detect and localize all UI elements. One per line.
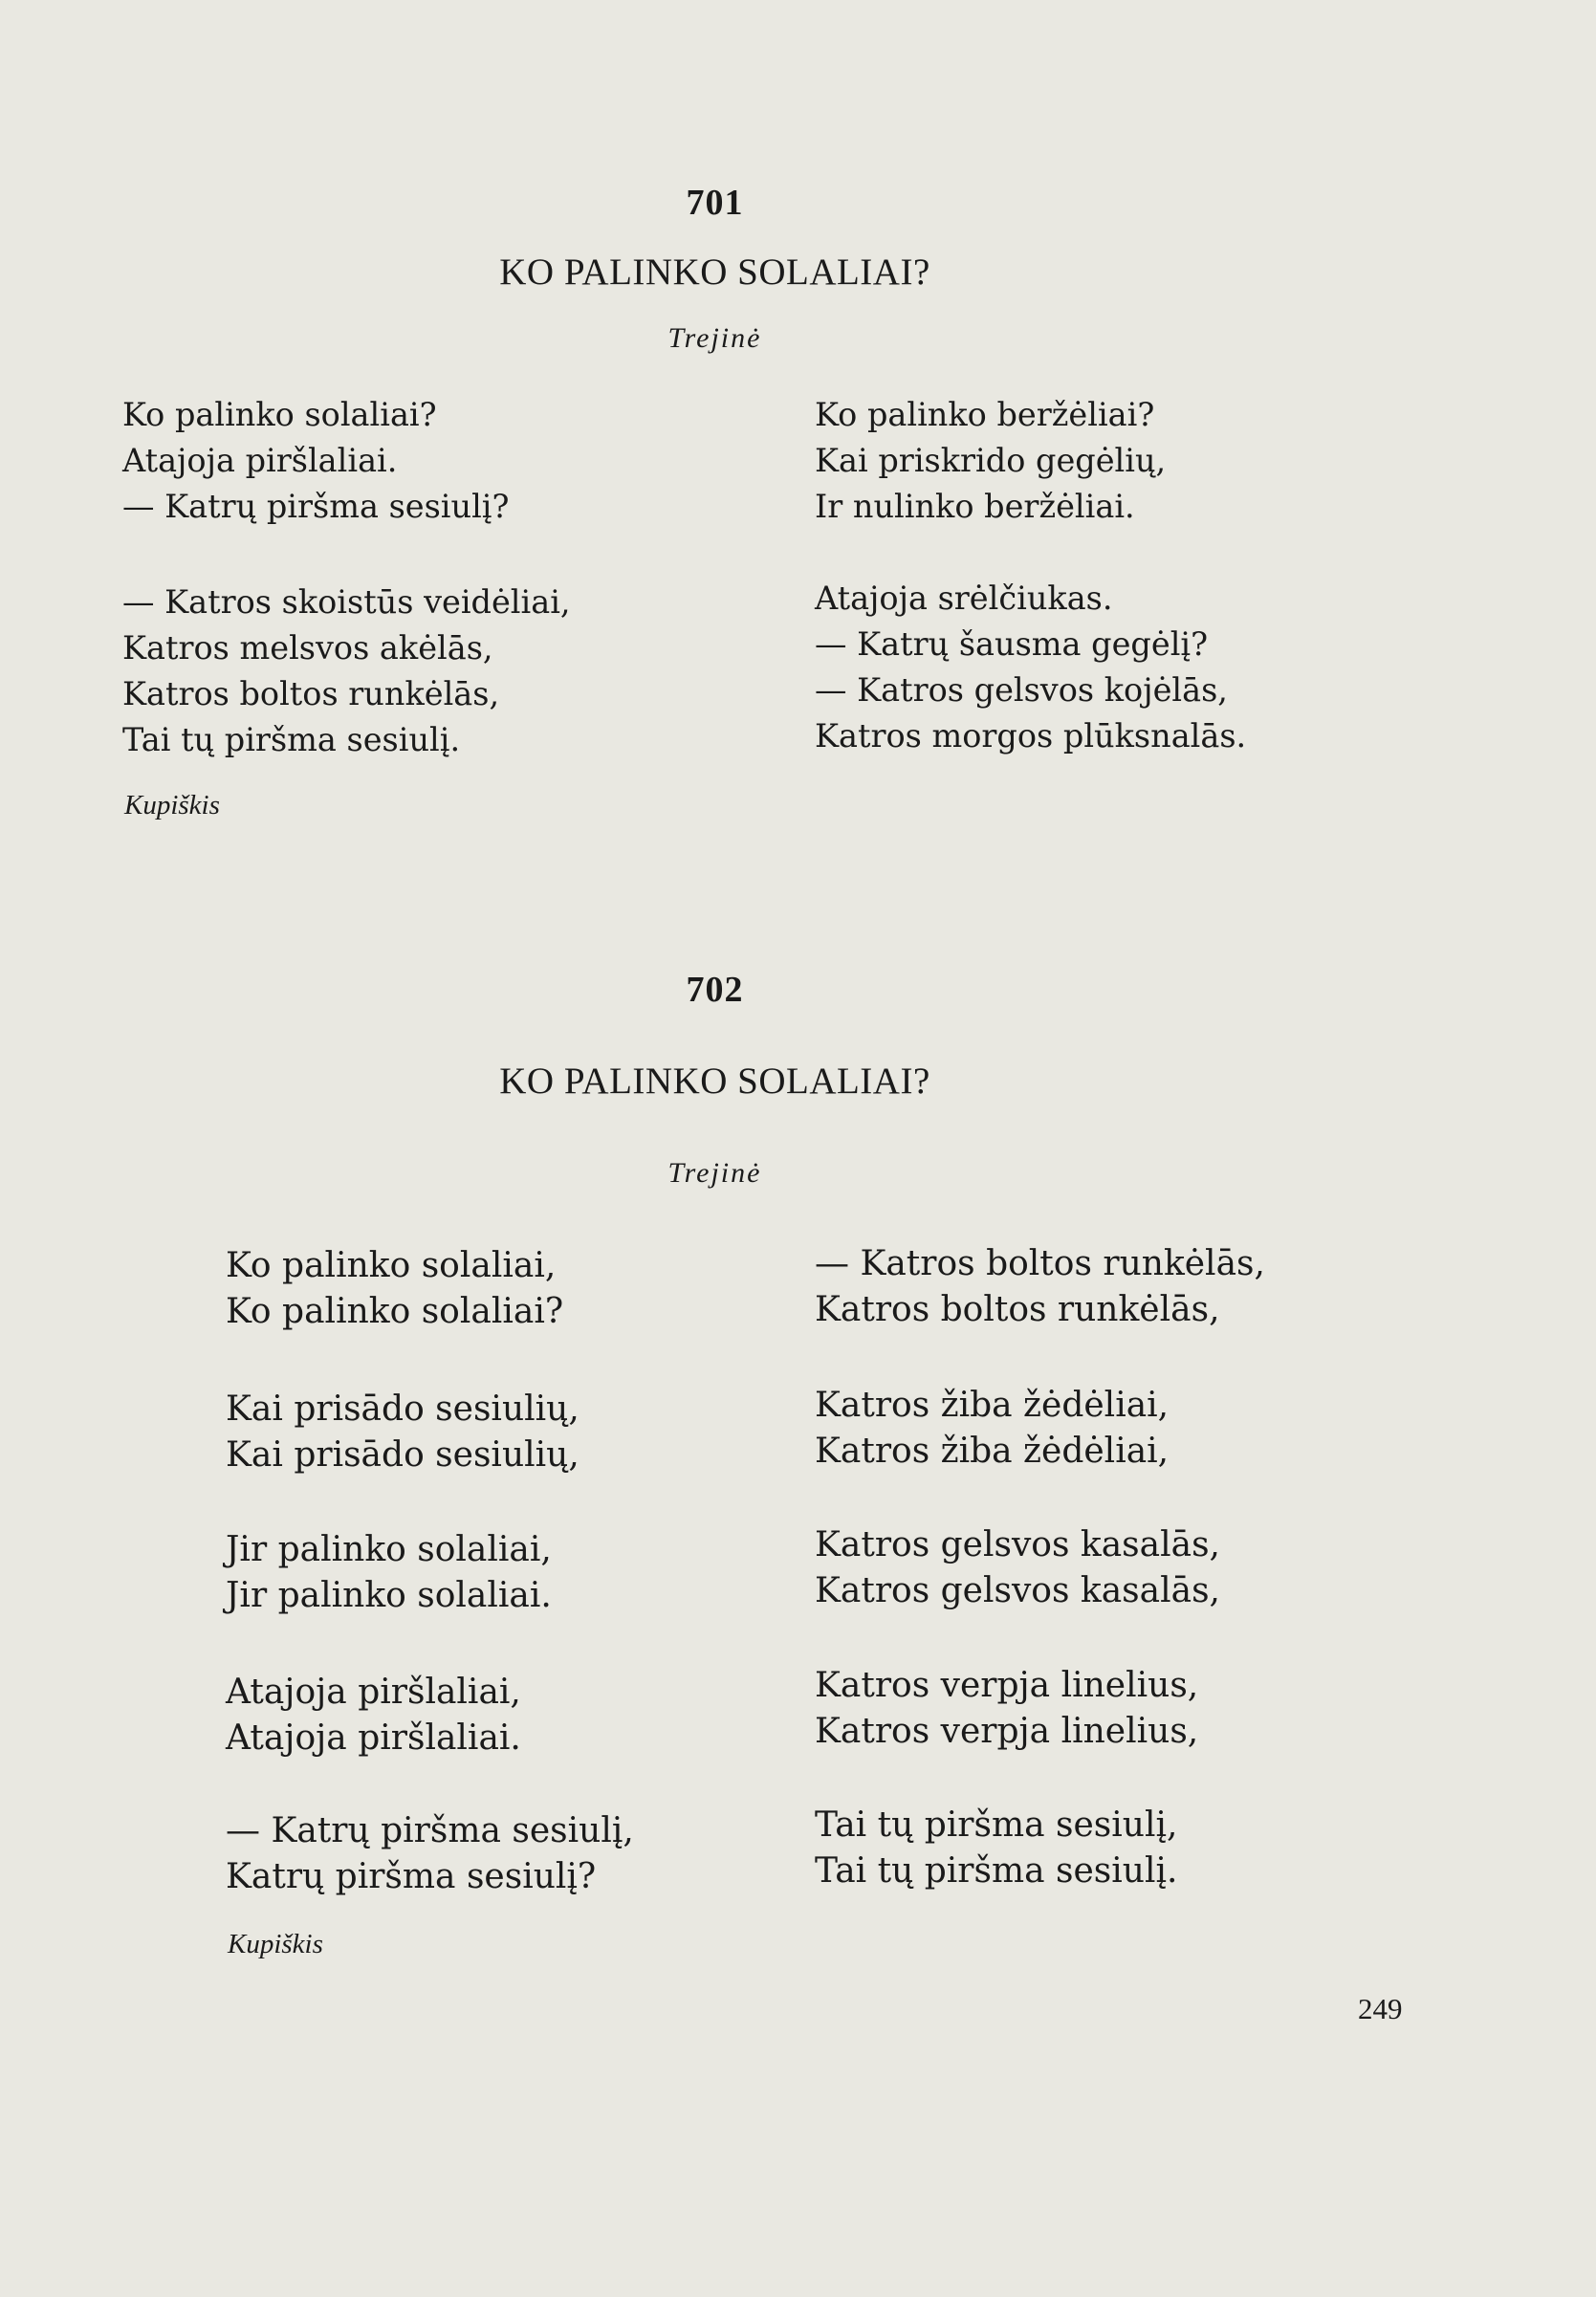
verse-line: — Katros skoistūs veidėliai, (122, 583, 571, 621)
verse-line: Kai prisādo sesiulių, (226, 1389, 579, 1429)
verse-line: Ko palinko beržėliai? (815, 396, 1155, 433)
verse-line: — Katros gelsvos kojėlās, (815, 671, 1228, 709)
verse-line: Tai tų piršma sesiulį. (815, 1851, 1178, 1891)
verse-line: Atajoja piršlaliai. (122, 442, 398, 479)
verse-line: Jir palinko solaliai. (226, 1576, 552, 1615)
verse-line: Ko palinko solaliai? (122, 396, 437, 433)
song-title: KO PALINKO SOLALIAI? (499, 252, 930, 293)
verse-line: Atajoja piršlaliai. (226, 1718, 521, 1758)
verse-line: Katros gelsvos kasalās, (815, 1525, 1221, 1564)
stanza (815, 392, 1166, 530)
verse-line: Katros morgos plūksnalās. (815, 717, 1247, 755)
verse-line: Katros melsvos akėlās, (122, 629, 493, 667)
stanza (122, 392, 510, 530)
stanza (226, 1670, 521, 1761)
song-title: KO PALINKO SOLALIAI? (499, 1061, 930, 1102)
stanza (226, 1243, 563, 1335)
verse-line: Ir nulinko beržėliai. (815, 488, 1135, 525)
page-number: 249 (1358, 1992, 1403, 2025)
verse-line: Jir palinko solaliai, (226, 1530, 552, 1569)
verse-line: — Katrų šausma gegėlį? (815, 625, 1209, 663)
verse-line: Tai tų piršma sesiulį. (122, 721, 461, 758)
song-number: 701 (686, 183, 744, 223)
song-subtitle: Trejinė (667, 1157, 762, 1189)
verse-line: Ko palinko solaliai? (226, 1292, 564, 1331)
stanza (815, 1803, 1177, 1894)
song-subtitle: Trejinė (667, 322, 762, 354)
place-name: Kupiškis (228, 1929, 323, 1959)
stanza (815, 576, 1246, 759)
place-name: Kupiškis (124, 790, 220, 820)
stanza (226, 1808, 634, 1900)
verse-line: Atajoja piršlaliai, (226, 1673, 521, 1712)
stanza (226, 1527, 552, 1619)
verse-line: — Katros boltos runkėlās, (815, 1244, 1265, 1283)
verse-line: Katros verpja linelius, (815, 1666, 1199, 1705)
verse-line: Ko palinko solaliai, (226, 1246, 557, 1285)
verse-line: — Katrų piršma sesiulį, (226, 1811, 634, 1850)
verse-line: Kai prisādo sesiulių, (226, 1435, 579, 1475)
verse-line: — Katrų piršma sesiulį? (122, 488, 510, 525)
song-number: 702 (686, 970, 744, 1010)
verse-line: Katros žiba žėdėliai, (815, 1432, 1170, 1471)
stanza (815, 1522, 1220, 1614)
stanza (815, 1383, 1169, 1475)
stanza (815, 1241, 1265, 1333)
verse-line: Katros žiba žėdėliai, (815, 1386, 1170, 1425)
verse-line: Tai tų piršma sesiulį, (815, 1805, 1178, 1845)
verse-line: Atajoja srėlčiukas. (815, 580, 1113, 617)
verse-line: Katros boltos runkėlās, (122, 675, 500, 712)
verse-line: Katros boltos runkėlās, (815, 1290, 1220, 1329)
stanza (226, 1387, 579, 1478)
stanza (815, 1663, 1198, 1755)
verse-line: Katrų piršma sesiulį? (226, 1857, 597, 1896)
verse-line: Katros gelsvos kasalās, (815, 1571, 1221, 1610)
verse-line: Kai priskrido gegėlių, (815, 442, 1167, 479)
verse-line: Katros verpja linelius, (815, 1712, 1199, 1751)
stanza (122, 580, 571, 763)
